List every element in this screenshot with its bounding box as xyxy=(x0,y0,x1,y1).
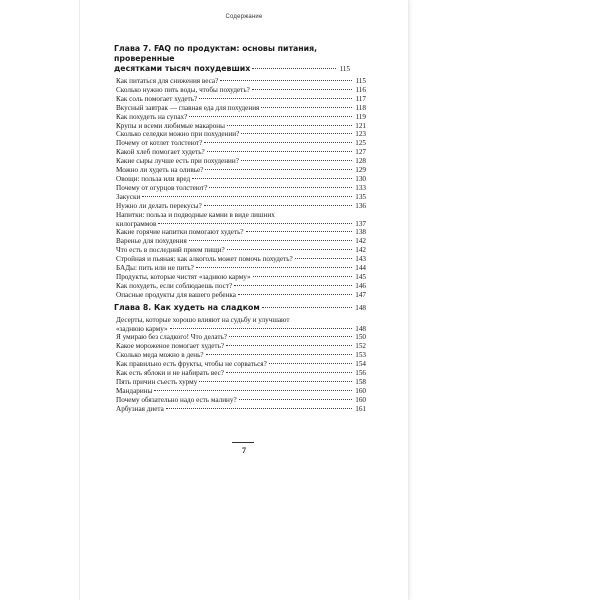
toc-entry-title: Что есть в последний прием пищи? xyxy=(116,246,225,255)
dot-leader xyxy=(206,354,352,355)
toc-entry xyxy=(114,139,366,148)
dot-leader xyxy=(226,372,352,373)
toc-entry xyxy=(114,369,366,378)
toc-entry xyxy=(114,237,366,246)
toc-entry-title: Как соль помогает худеть? xyxy=(116,94,198,103)
toc-entry-page: 115 xyxy=(355,77,366,85)
toc-entry-title: Какой хлеб помогает худеть? xyxy=(116,148,205,157)
toc-entry-page: 147 xyxy=(355,290,366,299)
toc-entry-page: 152 xyxy=(355,342,366,351)
toc-entry-title: Напитки: польза и подводные камни в виде лишних xyxy=(116,210,275,219)
toc-entry-page: 129 xyxy=(355,166,366,175)
toc-entry-title: Вкусный завтрак — главная еда для похудения xyxy=(116,103,260,112)
toc-entry-page: 160 xyxy=(355,386,366,395)
toc-entry-page: 135 xyxy=(355,192,366,201)
toc-entry xyxy=(114,342,366,351)
toc-entry-page: 142 xyxy=(355,246,366,255)
toc-entry-page: 136 xyxy=(355,201,366,210)
toc-entry-title: Как есть яблоки и не набирать вес? xyxy=(116,369,224,378)
toc-entry xyxy=(114,316,366,334)
toc-entry-title: Сколько нужно пить воды, чтобы похудеть? xyxy=(116,85,250,94)
dot-leader xyxy=(170,328,352,329)
dot-leader xyxy=(252,68,336,69)
dot-leader xyxy=(269,363,352,364)
toc-entry-page: 161 xyxy=(355,404,366,413)
dot-leader xyxy=(205,169,352,170)
dot-leader xyxy=(227,249,352,250)
dot-leader xyxy=(166,408,352,409)
toc-entry-page: 148 xyxy=(355,324,366,333)
toc-entry xyxy=(114,86,366,95)
toc-entry-title: Арбузная диета xyxy=(116,404,164,413)
page-number: 7 xyxy=(242,446,246,455)
toc-entry-title: Я умираю без сладкого! Что делать? xyxy=(116,333,227,342)
toc-entry-page: 156 xyxy=(355,369,366,378)
dot-leader xyxy=(246,231,352,232)
toc-entry-title: Крупы и всеми любимые макароны xyxy=(116,121,225,130)
toc-entry xyxy=(114,246,366,255)
footer-rule xyxy=(232,442,254,443)
toc-entry-page: 133 xyxy=(355,183,366,192)
chapter-7-title-line1: Глава 7. FAQ по продуктам: основы питания, проверенные xyxy=(114,44,318,63)
toc-entry xyxy=(114,378,366,387)
dot-leader xyxy=(295,258,352,259)
toc-entry xyxy=(114,166,366,175)
toc-entry-title: Почему от котлет толстеют? xyxy=(116,139,203,148)
toc-entry xyxy=(114,264,366,273)
dot-leader xyxy=(189,240,352,241)
toc-entry-page: 117 xyxy=(355,94,366,103)
dot-leader xyxy=(189,116,352,117)
toc-entry-title: Стройная и пьяная: как алкоголь может помочь похудеть? xyxy=(116,255,293,264)
toc-entry-page: 146 xyxy=(355,281,366,290)
book-page xyxy=(80,0,408,600)
toc-entry xyxy=(114,291,366,300)
dot-leader xyxy=(199,381,352,382)
toc-entry-title: Какое мороженое помогает худеть? xyxy=(116,342,225,351)
toc-entry-title: БАДы: пить или не пить? xyxy=(116,264,194,273)
toc-entry-page: 153 xyxy=(355,351,366,360)
dot-leader xyxy=(229,336,352,337)
toc-entry xyxy=(114,122,366,131)
dot-leader xyxy=(253,276,352,277)
toc-entry-page: 123 xyxy=(355,130,366,139)
toc-entry xyxy=(114,255,366,264)
toc-entry xyxy=(114,184,366,193)
toc-entry-title: Десерты, которые хорошо влияют на судьбу и улучшают xyxy=(116,315,290,324)
chapter-7-entries xyxy=(114,77,366,300)
dot-leader xyxy=(196,267,352,268)
toc-entry-title: Продукты, которые чистят «заднюю карму» xyxy=(116,272,251,281)
toc-entry-page: 125 xyxy=(355,139,366,148)
toc-entry-title: Почему от огурцов толстеют? xyxy=(116,183,208,192)
toc-entry-title: Пять причин съесть хурму xyxy=(116,378,198,386)
toc-entry xyxy=(114,333,366,342)
toc-entry xyxy=(114,193,366,202)
dot-leader xyxy=(239,399,352,400)
toc-entry-page: 137 xyxy=(355,219,366,228)
toc-entry-title: Как похудеть на супах? xyxy=(116,112,188,121)
toc-entry xyxy=(114,175,366,184)
toc-entry xyxy=(114,360,366,369)
toc-entry-page: 144 xyxy=(355,264,366,273)
dot-leader xyxy=(241,160,352,161)
chapter-7-title-line2: десятками тысяч похудевших xyxy=(114,64,251,73)
toc-entry-page: 128 xyxy=(355,157,366,166)
chapter-7-heading xyxy=(114,44,366,74)
toc-entry-title-continuation: «заднюю карму» xyxy=(116,324,168,333)
toc-entry-title: Почему обязательно надо есть малину? xyxy=(116,395,237,404)
table-of-contents xyxy=(114,44,366,414)
dot-leader xyxy=(234,285,352,286)
chapter-8-page: 148 xyxy=(355,303,366,312)
toc-entry-page: 138 xyxy=(355,228,366,237)
toc-entry-page: 142 xyxy=(355,237,366,246)
toc-entry xyxy=(114,157,366,166)
toc-entry-title: Закуски xyxy=(116,192,141,201)
toc-entry-page: 154 xyxy=(355,360,366,369)
dot-leader xyxy=(241,133,352,134)
toc-entry-page: 116 xyxy=(355,85,366,94)
dot-leader xyxy=(227,125,352,126)
toc-entry xyxy=(114,113,366,122)
toc-entry xyxy=(114,211,366,229)
toc-entry-page: 158 xyxy=(355,378,366,386)
toc-entry xyxy=(114,228,366,237)
toc-entry-page: 145 xyxy=(355,272,366,281)
dot-leader xyxy=(226,345,352,346)
dot-leader xyxy=(220,80,352,81)
dot-leader xyxy=(199,98,352,99)
toc-entry-title: Овощи: польза или вред xyxy=(116,174,191,183)
chapter-7-page: 115 xyxy=(339,65,350,73)
toc-entry-title: Варенье для похудения xyxy=(116,237,187,246)
toc-entry-title: Опасные продукты для вашего ребенка xyxy=(116,290,236,299)
dot-leader xyxy=(154,390,352,391)
dot-leader xyxy=(192,178,352,179)
chapter-8-title: Глава 8. Как худеть на сладком xyxy=(114,302,260,312)
toc-entry xyxy=(114,396,366,405)
toc-entry xyxy=(114,351,366,360)
toc-entry-title: Какие сыры лучше есть при похудении? xyxy=(116,157,239,166)
toc-entry xyxy=(114,130,366,139)
toc-entry-page: 121 xyxy=(355,121,366,130)
dot-leader xyxy=(204,205,352,206)
toc-entry-page: 130 xyxy=(355,174,366,183)
dot-leader xyxy=(252,89,352,90)
toc-entry-title: Можно ли худеть на оливье? xyxy=(116,166,204,175)
toc-entry-title: Сколько меда можно в день? xyxy=(116,351,204,360)
toc-entry xyxy=(114,387,366,396)
toc-entry xyxy=(114,104,366,113)
toc-entry xyxy=(114,405,366,414)
toc-entry xyxy=(114,77,366,86)
toc-entry-title: Нужно ли делать перекусы? xyxy=(116,201,202,210)
toc-entry xyxy=(114,202,366,211)
toc-entry-page: 150 xyxy=(355,333,366,342)
toc-entry-page: 160 xyxy=(355,395,366,404)
running-header: Содержание xyxy=(225,14,263,20)
dot-leader xyxy=(262,307,352,308)
toc-entry xyxy=(114,95,366,104)
toc-entry-page: 143 xyxy=(355,255,366,264)
chapter-8-heading xyxy=(114,303,366,313)
toc-entry-title: Как правильно есть фрукты, чтобы не сорваться? xyxy=(116,360,267,369)
toc-entry-title: Какие горячие напитки помогают худеть? xyxy=(116,228,244,237)
toc-entry-title: Как питаться для снижения веса? xyxy=(116,77,219,85)
dot-leader xyxy=(204,142,352,143)
toc-entry xyxy=(114,148,366,157)
dot-leader xyxy=(142,196,352,197)
toc-entry-title: Как похудеть, если соблюдаешь пост? xyxy=(116,281,233,290)
dot-leader xyxy=(158,223,352,224)
dot-leader xyxy=(238,294,352,295)
toc-entry-title: Сколько селедки можно при похудении? xyxy=(116,130,240,139)
toc-entry xyxy=(114,282,366,291)
dot-leader xyxy=(207,151,352,152)
toc-entry-title-continuation: килограммов xyxy=(116,219,157,228)
toc-entry xyxy=(114,273,366,282)
toc-entry-page: 127 xyxy=(355,148,366,157)
dot-leader xyxy=(209,187,352,188)
dot-leader xyxy=(261,107,352,108)
toc-entry-page: 119 xyxy=(355,112,366,121)
toc-entry-title: Мандарины xyxy=(116,386,153,395)
chapter-8-entries xyxy=(114,316,366,414)
toc-entry-page: 118 xyxy=(355,103,366,112)
